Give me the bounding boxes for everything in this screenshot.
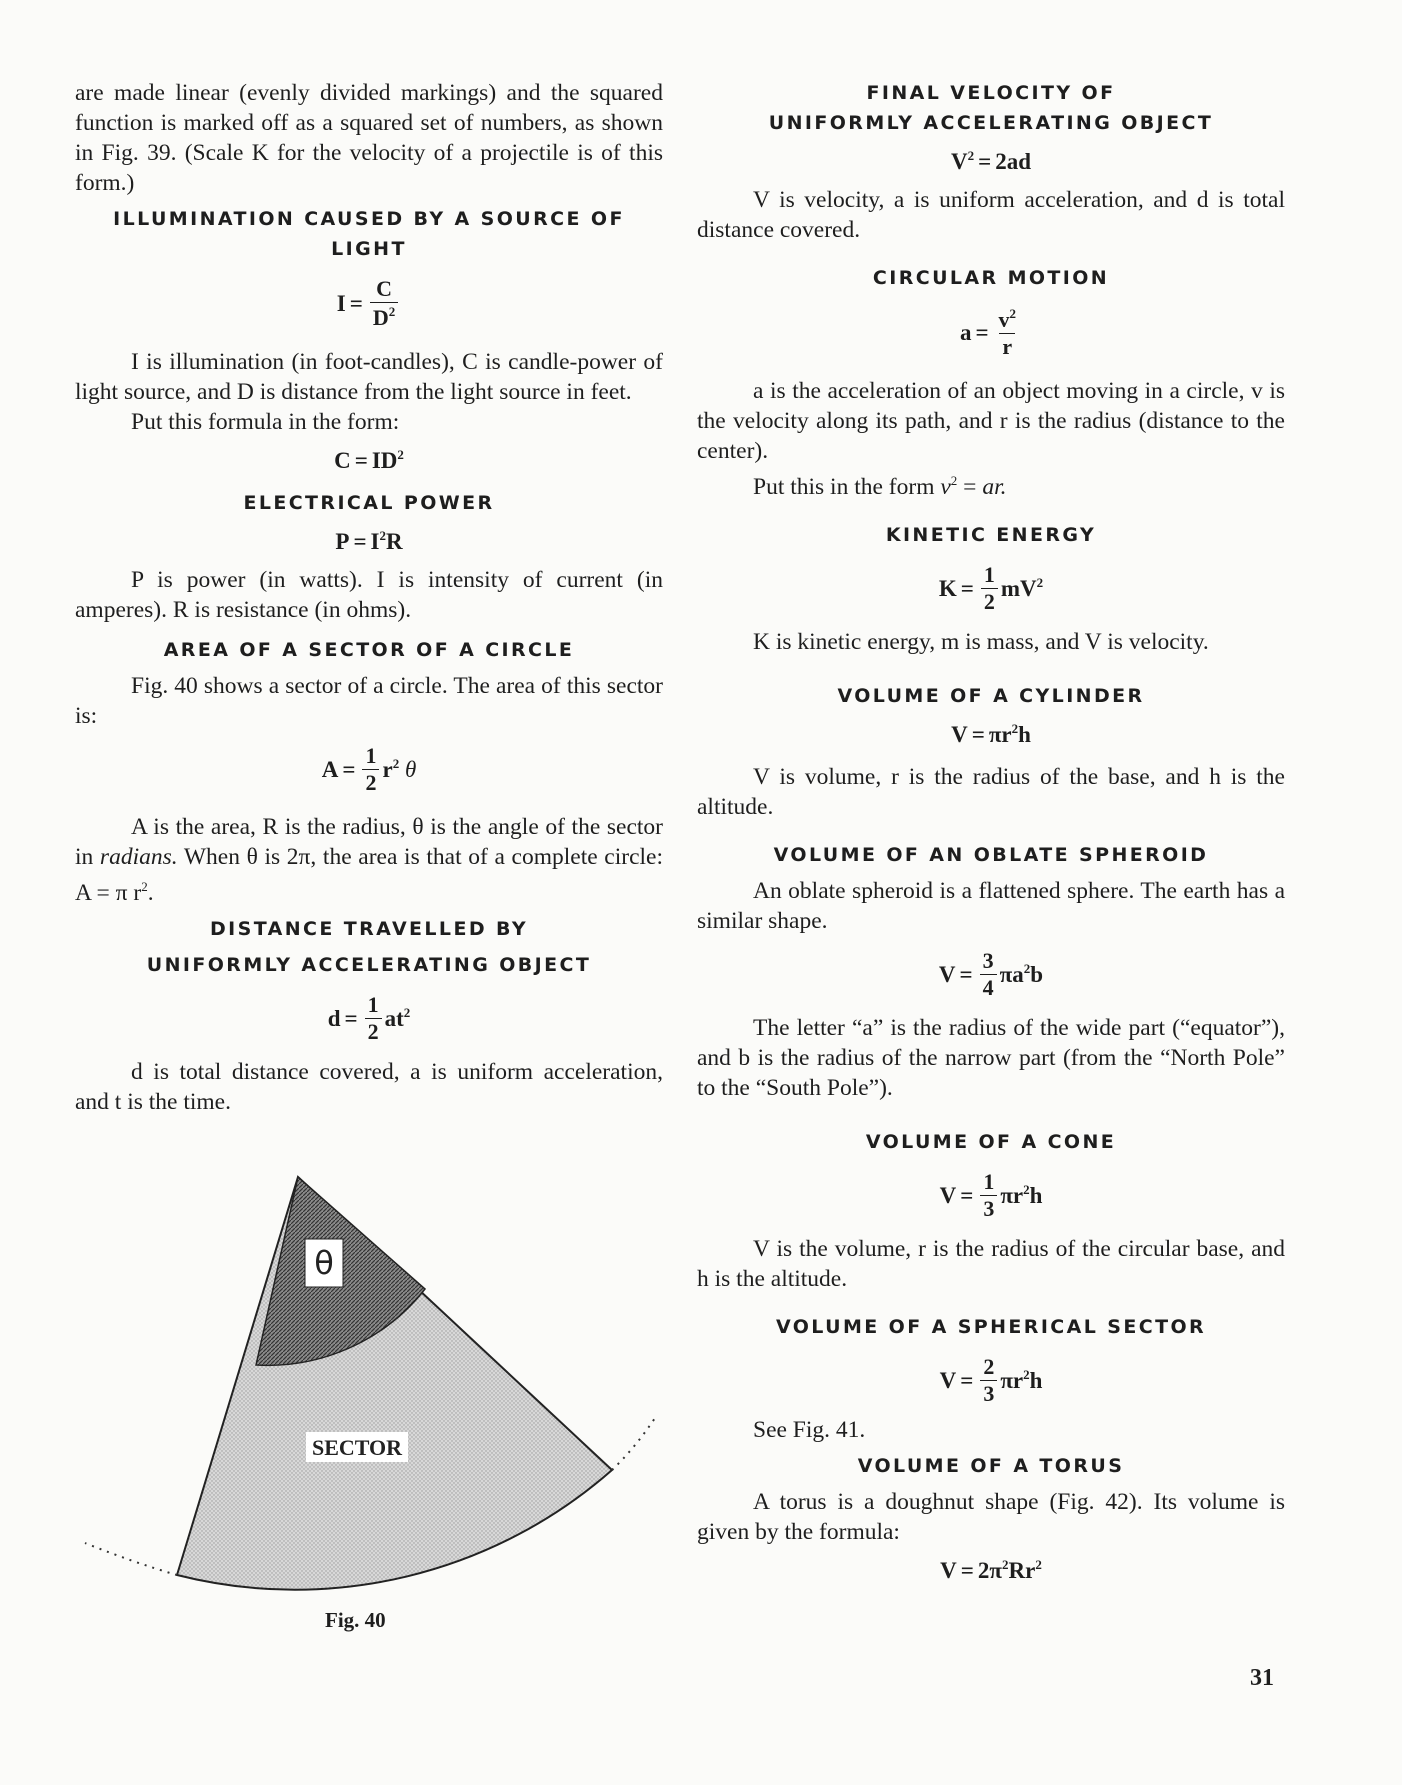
- spheroid-formula: V = $\frac{3}{4}$ $\pi a^2b$: [938, 948, 1044, 1000]
- sector-area-heading: AREA OF A SECTOR OF A CIRCLE: [163, 639, 575, 661]
- electrical-power-description: P is power (in watts). I is intensity of current (in amperes). R is resistance (in ohms).: [75, 567, 663, 623]
- illumination-formula: [75, 278, 663, 329]
- formula-lhs: I: [336, 290, 346, 316]
- illumination-heading: ILLUMINATION CAUSED BY A SOURCE OF LIGHT: [113, 208, 625, 260]
- electrical-power-heading: ELECTRICAL POWER: [243, 492, 495, 514]
- illumination-put-text: Put this formula in the form:: [131, 409, 400, 435]
- fraction-denominator: $D^2$: [370, 302, 398, 329]
- kinetic-energy-heading: KINETIC ENERGY: [885, 524, 1097, 546]
- torus-formula: V = $2\pi^2Rr^2$: [940, 1557, 1042, 1583]
- final-velocity-formula: $V^2$ = 2ad: [950, 148, 1032, 174]
- page-number: 31: [1250, 1665, 1274, 1691]
- right-column: [697, 78, 1285, 1588]
- electrical-power-formula: P = $I^2R$: [335, 528, 403, 554]
- cone-heading: VOLUME OF A CONE: [865, 1131, 1117, 1153]
- spherical-sector-description: See Fig. 41.: [753, 1417, 866, 1443]
- cone-formula: V = $\frac{1}{3}$ $\pi r^2h$: [939, 1169, 1043, 1221]
- equals-sign: =: [349, 290, 363, 316]
- fraction-numerator: C: [376, 276, 392, 301]
- cylinder-formula: V = $\pi r^2h$: [951, 721, 1031, 747]
- formula-fraction: [370, 278, 398, 329]
- final-velocity-description: V is velocity, a is uniform acceleration, and d is total distance covered.: [697, 187, 1285, 243]
- cylinder-heading: VOLUME OF A CYLINDER: [837, 685, 1145, 707]
- circular-motion-put-text: Put this in the form $v^2$ = ar.: [753, 473, 1007, 500]
- torus-heading: VOLUME OF A TORUS: [857, 1455, 1125, 1477]
- intro-paragraph: are made linear (evenly divided markings) and the squared function is marked off as a squared set of numbers, as shown in Fig. 39. (Scale K for the velocity of a projectile is of this form.): [75, 80, 663, 196]
- theta-label: θ: [314, 1244, 334, 1282]
- torus-description: A torus is a doughnut shape (Fig. 42). Its volume is given by the formula:: [697, 1489, 1285, 1545]
- spherical-sector-formula: V = $\frac{2}{3}$ $\pi r^2h$: [939, 1354, 1043, 1406]
- sector-area-formula: A = $\frac{1}{2}$ $r^2$ θ: [321, 743, 417, 795]
- sector-diagram: [75, 1168, 675, 1628]
- final-velocity-heading-line1: FINAL VELOCITY OF: [866, 82, 1116, 104]
- figure-caption: Fig. 40: [325, 1608, 386, 1632]
- spheroid-heading: VOLUME OF AN OBLATE SPHEROID: [773, 844, 1209, 866]
- distance-heading-line2: UNIFORMLY ACCELERATING OBJECT: [146, 954, 592, 976]
- sector-area-intro: Fig. 40 shows a sector of a circle. The area of this sector is:: [75, 673, 663, 729]
- sector-area-description: A is the area, R is the radius, θ is the angle of the sector in radians. When θ is 2π, the area is that of a complete circle: A = π $r^2$.: [75, 814, 663, 906]
- circular-motion-formula: a = $\frac{v^2}{r}$: [959, 306, 1017, 359]
- distance-heading-line1: DISTANCE TRAVELLED BY: [209, 918, 529, 940]
- arc-extension-left: [85, 1543, 177, 1575]
- illumination-rearranged-formula: C = $ID^2$: [334, 447, 404, 473]
- circular-motion-description: a is the acceleration of an object moving in a circle, v is the velocity along its path, and r is the radius (distance to the center).: [697, 378, 1285, 464]
- left-column: [75, 78, 663, 1117]
- final-velocity-heading-line2: UNIFORMLY ACCELERATING OBJECT: [768, 112, 1214, 134]
- cylinder-description: V is volume, r is the radius of the base, and h is the altitude.: [697, 764, 1285, 820]
- kinetic-energy-description: K is kinetic energy, m is mass, and V is velocity.: [753, 629, 1209, 655]
- sector-label: SECTOR: [311, 1435, 403, 1460]
- spherical-sector-heading: VOLUME OF A SPHERICAL SECTOR: [775, 1316, 1207, 1338]
- distance-description: d is total distance covered, a is uniform acceleration, and t is the time.: [75, 1059, 663, 1115]
- distance-formula: d = $\frac{1}{2}$ $at^2$: [327, 992, 411, 1044]
- spheroid-description: The letter “a” is the radius of the wide part (“equator”), and b is the radius of the narrow part (from the “North Pole” to the “South Pole”).: [697, 1015, 1285, 1101]
- illumination-description: I is illumination (in foot-candles), C is candle-power of light source, and D is distance from the light source in feet.: [75, 349, 663, 405]
- cone-description: V is the volume, r is the radius of the circular base, and h is the altitude.: [697, 1236, 1285, 1292]
- sector-region: [177, 1177, 612, 1590]
- circular-motion-heading: CIRCULAR MOTION: [872, 267, 1110, 289]
- spheroid-intro: An oblate spheroid is a flattened sphere. The earth has a similar shape.: [697, 878, 1285, 934]
- kinetic-energy-formula: K = $\frac{1}{2}$ $mV^2$: [938, 562, 1044, 614]
- figure-40: [75, 1168, 675, 1632]
- arc-extension-right: [612, 1418, 655, 1470]
